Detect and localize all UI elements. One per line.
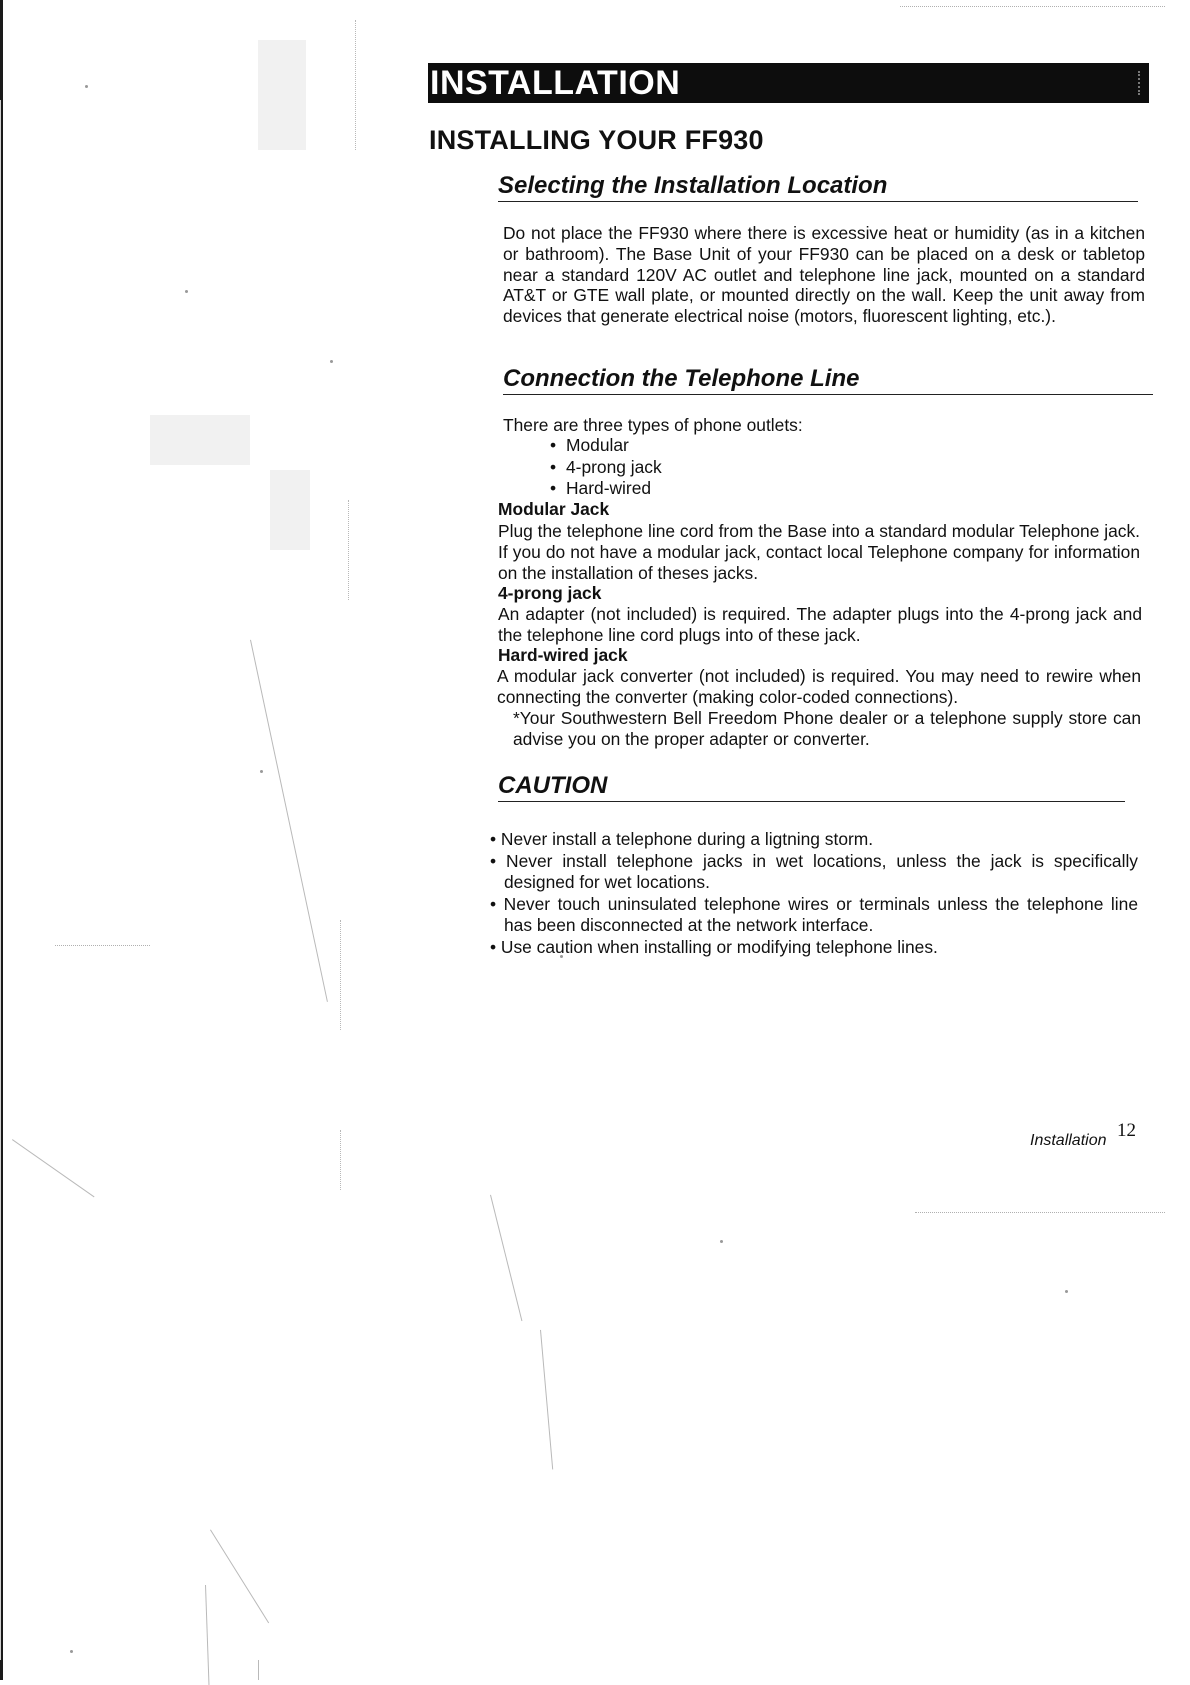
modular-jack-text: Plug the telephone line cord from the Base into a standard modular Telephone jack. If you do not have a modular jack, contact local Telephone company for information on the installation of theses jacks. bbox=[498, 521, 1140, 583]
prong-jack-text: An adapter (not included) is required. The adapter plugs into the 4-prong jack and the telephone line cord plugs into of these jack. bbox=[498, 604, 1142, 645]
list-item: • Never touch uninsulated telephone wires or terminals unless the telephone line has been disconnected at the network interface. bbox=[490, 893, 1138, 935]
list-item: • Never install a telephone during a ligtning storm. bbox=[490, 829, 874, 849]
section-banner bbox=[428, 63, 1149, 103]
outlet-types-intro: There are three types of phone outlets: bbox=[503, 415, 803, 435]
scan-smudge bbox=[270, 470, 310, 550]
scan-edge-mark bbox=[0, 100, 1, 1660]
list-item: • Hard-wired bbox=[550, 478, 652, 498]
heading-caution: CAUTION bbox=[498, 772, 1125, 802]
bullet-icon: • bbox=[550, 478, 557, 498]
list-item: • Use caution when installing or modifying telephone lines. bbox=[490, 936, 938, 957]
scan-ghost-line bbox=[540, 1330, 553, 1470]
scan-dotted-edge bbox=[915, 1212, 1165, 1213]
scan-speck bbox=[720, 1240, 723, 1243]
scan-speck bbox=[330, 360, 333, 363]
bullet-icon: • bbox=[490, 893, 504, 914]
banner-title: INSTALLATION bbox=[430, 64, 681, 102]
prong-jack-heading: 4-prong jack bbox=[498, 583, 602, 603]
scan-dotted-edge bbox=[55, 945, 150, 946]
scan-speck bbox=[1065, 1290, 1068, 1293]
hardwired-jack-text: A modular jack converter (not included) is required. You may need to rewire when connecting the converter (making color-coded connections). bbox=[497, 666, 1141, 707]
bullet-icon: • bbox=[550, 456, 557, 477]
scan-speck bbox=[85, 85, 88, 88]
scan-ghost-line bbox=[12, 1139, 94, 1197]
footer-section-label: Installation bbox=[1030, 1132, 1107, 1149]
bullet-icon: • bbox=[490, 829, 501, 849]
page-title: INSTALLING YOUR FF930 bbox=[429, 125, 764, 155]
list-item: • Never install telephone jacks in wet locations, unless the jack is specifically designed for wet locations. bbox=[490, 850, 1139, 892]
scan-smudge bbox=[150, 415, 250, 465]
outlet-types-list bbox=[550, 435, 662, 500]
hardwired-jack-heading: Hard-wired jack bbox=[498, 645, 628, 665]
scan-speck bbox=[260, 770, 263, 773]
bullet-icon: • bbox=[550, 435, 557, 455]
scan-dotted-edge bbox=[900, 6, 1165, 7]
scan-fold-line bbox=[340, 1130, 341, 1190]
scan-ghost-line bbox=[205, 1585, 209, 1685]
scan-fold-line bbox=[348, 500, 349, 600]
dealer-note: *Your Southwestern Bell Freedom Phone dealer or a telephone supply store can advise you on the proper adapter or converter. bbox=[513, 708, 1141, 749]
scan-ghost-line bbox=[210, 1529, 269, 1623]
scan-ghost-line bbox=[490, 1195, 522, 1321]
scan-ghost-line bbox=[250, 640, 328, 1002]
bullet-icon: • bbox=[490, 936, 501, 957]
banner-edge-mark bbox=[1138, 71, 1145, 95]
page-number: 12 bbox=[1117, 1120, 1136, 1141]
modular-jack-heading: Modular Jack bbox=[498, 499, 610, 519]
list-item: • 4-prong jack bbox=[550, 456, 662, 477]
scan-fold-line bbox=[340, 920, 341, 1030]
scan-fold-line bbox=[355, 20, 356, 150]
scan-ghost-line bbox=[258, 1660, 259, 1680]
list-item: • Modular bbox=[550, 435, 629, 455]
bullet-icon: • bbox=[490, 850, 507, 871]
heading-installation-location: Selecting the Installation Location bbox=[498, 172, 1138, 202]
caution-list bbox=[490, 829, 1138, 958]
scan-smudge bbox=[258, 40, 306, 150]
scan-speck bbox=[70, 1650, 73, 1653]
heading-connection-telephone-line: Connection the Telephone Line bbox=[503, 365, 1153, 395]
scan-speck bbox=[185, 290, 188, 293]
paragraph-installation-location: Do not place the FF930 where there is excessive heat or humidity (as in a kitchen or bathroom). The Base Unit of your FF930 can be placed on a desk or tabletop near a standard 120V AC outlet and telephone line jack, mounted on a standard AT&T or GTE wall plate, or mounted directly on the wall. Keep the unit away from devices that generate electrical noise (motors, fluorescent lighting, etc.). bbox=[503, 223, 1145, 327]
